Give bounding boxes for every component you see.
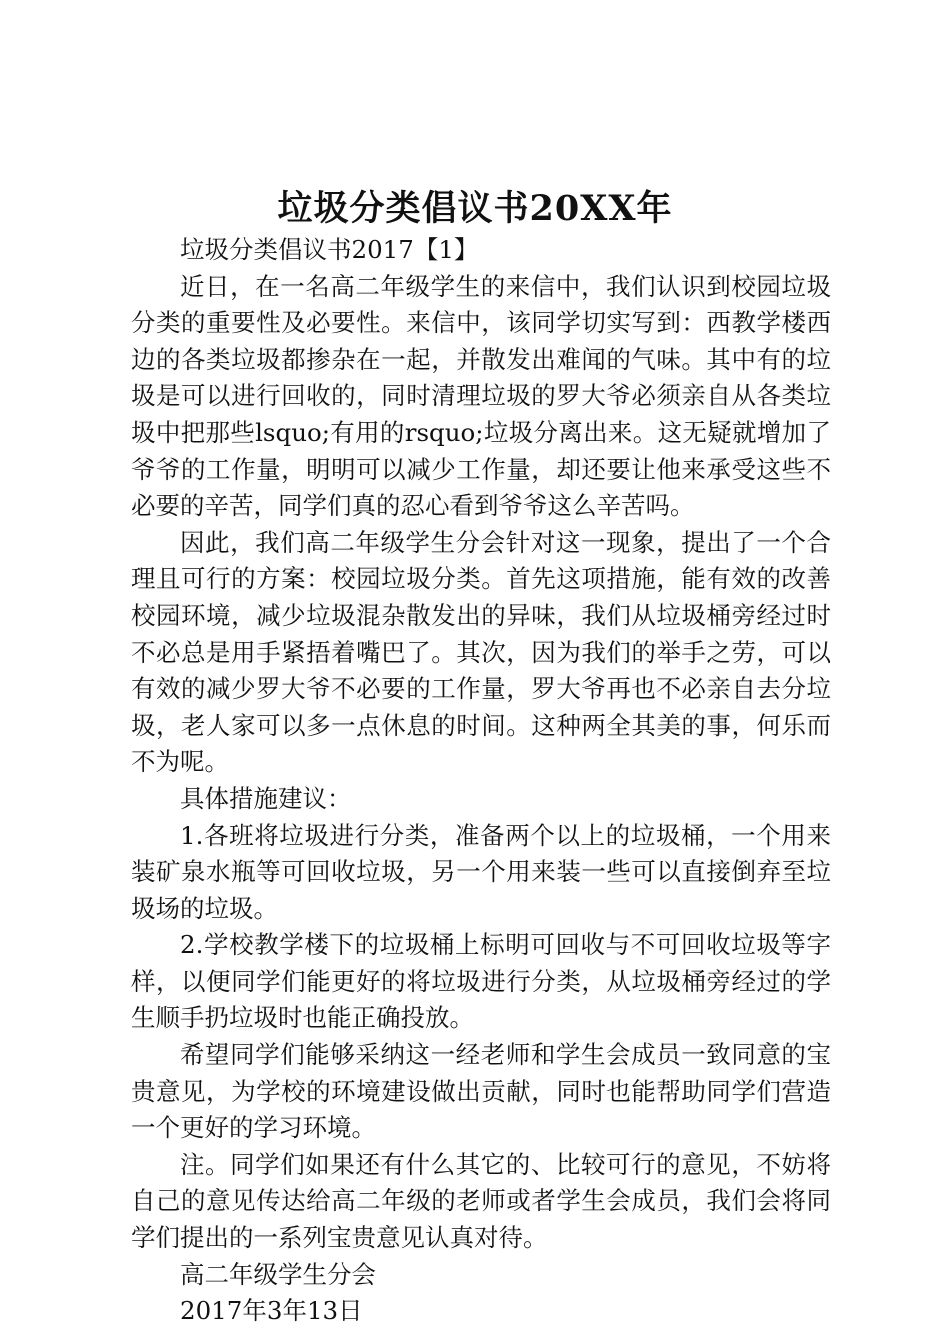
document-subtitle: 垃圾分类倡议书2017【1】 [180, 235, 479, 264]
signature: 高二年级学生分会 [180, 1259, 376, 1289]
document-date: 2017年3年13日 [180, 1296, 363, 1326]
paragraph-intro: 近日，在一名高二年级学生的来信中，我们认识到校园垃圾分类的重要性及必要性。来信中，该同学切实写到：西教学楼西边的各类垃圾都掺杂在一起，并散发出难闻的气味。其中有的垃圾是可以进行回收的，同时清理垃圾的罗大爷必须亲自从各类垃圾中把那些lsquo;有用的rsquo;垃圾分离出来。这无疑就增加了爷爷的工作量，明明可以减少工作量，却还要让他来承受这些不必要的辛苦，同学们真的忍心看到爷爷这么辛苦吗。 [131, 271, 831, 521]
document-body [131, 232, 831, 1330]
document-title: 垃圾分类倡议书20XX年 [277, 188, 673, 229]
paragraph-measure-1: 1.各班将垃圾进行分类，准备两个以上的垃圾桶，一个用来装矿泉水瓶等可回收垃圾，另一个用来装一些可以直接倒弃至垃圾场的垃圾。 [131, 820, 831, 923]
paragraph-measures-heading: 具体措施建议： [180, 783, 352, 813]
paragraph-proposal: 因此，我们高二年级学生分会针对这一现象，提出了一个合理且可行的方案：校园垃圾分类。首先这项措施，能有效的改善校园环境，减少垃圾混杂散发出的异味，我们从垃圾桶旁经过时不必总是用手紧捂着嘴巴了。其次，因为我们的举手之劳，可以有效的减少罗大爷不必要的工作量，罗大爷再也不必亲自去分垃圾，老人家可以多一点休息的时间。这种两全其美的事，何乐而不为呢。 [131, 527, 831, 777]
paragraph-note: 注。同学们如果还有什么其它的、比较可行的意见，不妨将自己的意见传达给高二年级的老师或者学生会成员，我们会将同学们提出的一系列宝贵意见认真对待。 [131, 1149, 831, 1253]
paragraph-measure-2: 2.学校教学楼下的垃圾桶上标明可回收与不可回收垃圾等字样，以便同学们能更好的将垃圾进行分类，从垃圾桶旁经过的学生顺手扔垃圾时也能正确投放。 [131, 930, 831, 1033]
paragraph-hope: 希望同学们能够采纳这一经老师和学生会成员一致同意的宝贵意见，为学校的环境建设做出贡献，同时也能帮助同学们营造一个更好的学习环境。 [131, 1040, 831, 1143]
